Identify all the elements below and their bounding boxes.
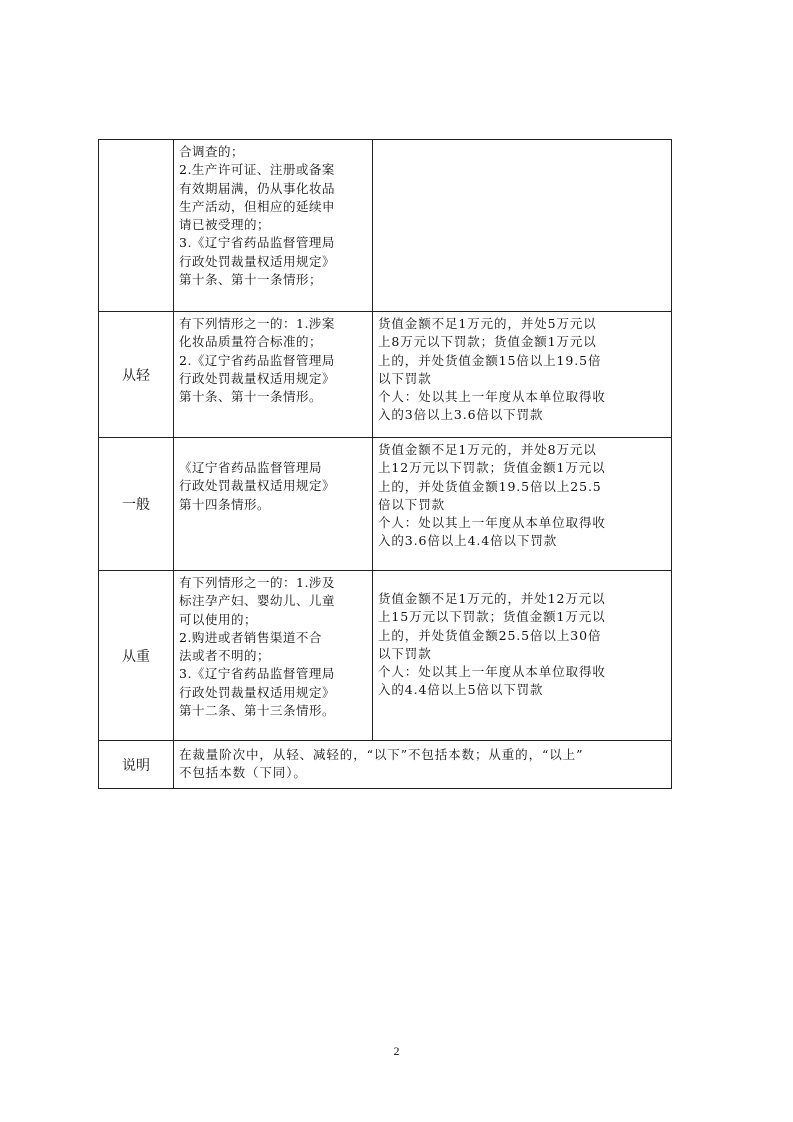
note-text (174, 741, 672, 789)
text-line: 有效期届满，仍从事化妆品 (179, 180, 336, 196)
text-line: 2.购进或者销售渠道不合 (179, 629, 322, 645)
level-cell (99, 140, 174, 312)
text-line: 以下罚款 (378, 370, 432, 386)
penalty-cell (373, 438, 672, 571)
text-line: 行政处罚裁量权适用规定》 (179, 478, 336, 494)
text-line: 货值金额不足1万元的，并处5万元以 (378, 316, 597, 331)
text-line: 行政处罚裁量权适用规定》 (179, 684, 336, 700)
text-line: 入的3倍以上3.6倍以下罚款 (378, 407, 544, 423)
text-line: 第十二条、第十三条情形。 (179, 703, 336, 719)
table-row (99, 438, 672, 571)
text-line: 可以使用的； (179, 611, 258, 627)
text-line: 第十条、第十一条情形。 (179, 389, 323, 405)
text-line: 《辽宁省药品监督管理局 (179, 460, 323, 475)
text-line: 行政处罚裁量权适用规定》 (179, 370, 336, 386)
text-line: 个人：处以其上一年度从本单位取得收 (378, 515, 606, 531)
text-line: 以下罚款 (378, 645, 432, 661)
text-line: 有下列情形之一的：1.涉案 (179, 316, 335, 331)
text-line: 化妆品质量符合标准的； (179, 334, 323, 350)
table-row (99, 571, 672, 741)
table-row (99, 140, 672, 312)
text-line: 货值金额不足1万元的，并处12万元以 (378, 591, 606, 606)
text-line: 货值金额不足1万元的，并处8万元以 (378, 442, 597, 457)
text-line: 行政处罚裁量权适用规定》 (179, 253, 336, 269)
text-line: 法或者不明的； (179, 648, 271, 664)
note-label: 说明 (99, 741, 174, 789)
text-line: 个人：处以其上一年度从本单位取得收 (378, 389, 606, 405)
text-line: 2.《辽宁省药品监督管理局 (179, 352, 335, 368)
text-line: 倍以下罚款 (378, 496, 446, 512)
text-line: 上的，并处货值金额25.5倍以上30倍 (378, 627, 602, 643)
condition-cell (174, 140, 373, 312)
level-cell: 一般 (99, 438, 174, 571)
condition-cell (174, 312, 373, 438)
text-line: 不包括本数（下同）。 (179, 765, 307, 781)
text-line: 入的4.4倍以上5倍以下罚款 (378, 682, 544, 698)
text-line: 上12万元以下罚款；货值金额1万元以 (378, 460, 606, 476)
text-line: 3.《辽宁省药品监督管理局 (179, 666, 335, 682)
text-line: 有下列情形之一的：1.涉及 (179, 575, 335, 590)
penalty-cell (373, 312, 672, 438)
text-line: 生产活动，但相应的延续申 (179, 198, 336, 214)
text-line: 第十条、第十一条情形； (179, 272, 323, 288)
note-row (99, 741, 672, 789)
text-line: 标注孕产妇、婴幼儿、儿童 (179, 593, 336, 609)
condition-cell (174, 438, 373, 571)
condition-cell (174, 571, 373, 741)
text-line: 第十四条情形。 (179, 496, 271, 512)
penalty-cell (373, 140, 672, 312)
text-line: 合调查的； (179, 144, 245, 159)
text-line: 个人：处以其上一年度从本单位取得收 (378, 664, 606, 680)
text-line: 上的，并处货值金额19.5倍以上25.5 (378, 478, 602, 494)
level-cell: 从轻 (99, 312, 174, 438)
text-line: 2.生产许可证、注册或备案 (179, 162, 335, 178)
text-line: 上15万元以下罚款；货值金额1万元以 (378, 609, 606, 625)
text-line: 在裁量阶次中，从轻、减轻的，“以下”不包括本数；从重的，“以上” (179, 747, 584, 762)
text-line: 上8万元以下罚款；货值金额1万元以 (378, 334, 597, 350)
level-cell: 从重 (99, 571, 174, 741)
text-line: 入的3.6倍以上4.4倍以下罚款 (378, 533, 558, 549)
text-line: 3.《辽宁省药品监督管理局 (179, 235, 335, 251)
penalty-cell (373, 571, 672, 741)
text-line: 上的，并处货值金额15倍以上19.5倍 (378, 352, 602, 368)
table-row (99, 312, 672, 438)
penalty-discretion-table (98, 139, 672, 789)
page-number: 2 (393, 1044, 400, 1058)
text-line: 请已被受理的； (179, 217, 271, 233)
